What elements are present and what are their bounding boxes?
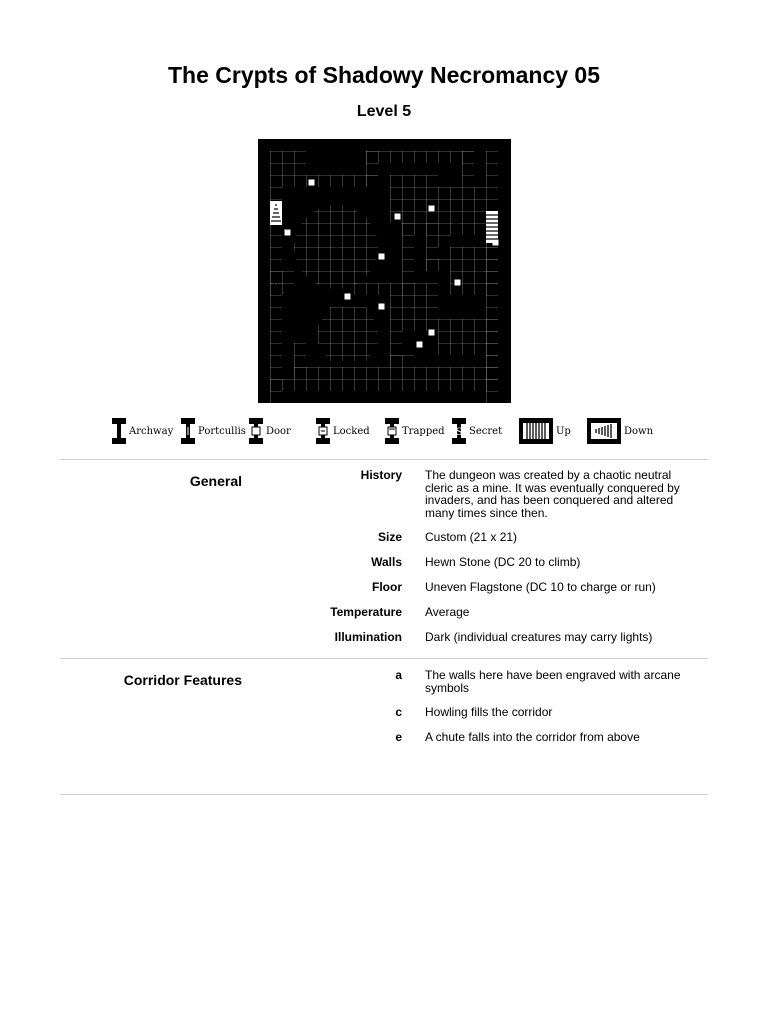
portcullis-icon [181, 418, 195, 444]
legend-label: Up [556, 425, 571, 437]
door-icon [249, 418, 263, 444]
row-value: Hewn Stone (DC 20 to climb) [425, 555, 581, 569]
row-key: Size [377, 530, 402, 544]
dungeon-map-svg [258, 139, 511, 403]
row-key: e [395, 730, 402, 744]
page-title: The Crypts of Shadowy Necromancy 05 [167, 62, 600, 88]
door-icon [284, 229, 291, 236]
door-icon [428, 205, 435, 212]
room-label-5: 5 [345, 329, 352, 340]
room-label-8: 8 [477, 266, 484, 277]
section-divider [60, 459, 708, 460]
room-label-7: 7 [285, 167, 292, 178]
legend-label: Down [624, 425, 654, 437]
legend-label: Archway [129, 425, 174, 437]
row-value: Howling fills the corridor [425, 705, 553, 719]
door-icon [378, 253, 385, 260]
stairs-down-icon [486, 211, 498, 243]
trapped-door-icon [385, 418, 399, 444]
row-value: The dungeon was created by a chaotic neutral cleric as a mine. It was eventually conquered by invaders, and has been conquered and altered many times since then. [425, 468, 680, 520]
corridor-features-heading: Corridor Features [123, 672, 242, 688]
legend-label: Door [266, 425, 291, 437]
section-divider [60, 658, 708, 659]
door-icon [454, 279, 461, 286]
stairs-up-icon [270, 201, 282, 225]
legend-trapped [385, 416, 445, 446]
dungeon-map [258, 139, 511, 403]
section-divider [60, 794, 708, 795]
row-value: Uneven Flagstone (DC 10 to charge or run) [425, 580, 656, 594]
door-icon [378, 303, 385, 310]
legend-door [249, 416, 291, 446]
room-label-3: 3 [332, 243, 339, 254]
room-label-1: 1 [405, 304, 412, 315]
row-value: Average [425, 605, 470, 619]
row-key: Walls [371, 555, 402, 569]
legend-up [519, 416, 571, 446]
room-1-floor [390, 283, 438, 331]
row-value: Dark (individual creatures may carry lights) [425, 630, 653, 644]
legend-archway [112, 416, 173, 446]
room-label-4: 4 [405, 191, 412, 202]
row-key: Floor [372, 580, 402, 594]
stairs-down-icon [587, 418, 621, 444]
row-value: The walls here have been engraved with arcane symbols [425, 668, 681, 695]
room-label-2: 2 [453, 341, 460, 352]
svg-text:S: S [455, 427, 463, 438]
legend-secret [452, 416, 502, 446]
door-icon [416, 341, 423, 348]
secret-door-icon [452, 418, 466, 444]
row-key: Illumination [334, 630, 402, 644]
door-icon [308, 179, 315, 186]
legend-label: Locked [333, 425, 370, 437]
room-2-floor [438, 319, 486, 355]
locked-door-icon [316, 418, 330, 444]
corridor-label-e: e [489, 380, 494, 389]
legend-locked [316, 416, 370, 446]
legend-label: Trapped [402, 425, 445, 437]
room-6-floor [438, 187, 486, 235]
corridor-label-c: c [393, 354, 398, 363]
legend-label: Portcullis [198, 425, 246, 437]
archway-icon [112, 418, 126, 444]
door-icon [394, 213, 401, 220]
level-subtitle: Level 5 [356, 103, 412, 120]
stairs-up-icon [519, 418, 553, 444]
row-key: a [395, 668, 402, 682]
map-legend [0, 416, 768, 446]
general-heading: General [189, 473, 242, 489]
row-key: History [360, 468, 402, 482]
door-icon [428, 329, 435, 336]
row-key: c [395, 705, 402, 719]
legend-down [587, 416, 653, 446]
door-icon [344, 293, 351, 300]
legend-label: Secret [469, 425, 503, 437]
corridor-label-a: a [273, 279, 279, 290]
row-value: A chute falls into the corridor from above [425, 730, 640, 744]
row-value: Custom (21 x 21) [425, 530, 518, 544]
room-8-floor [450, 247, 498, 295]
legend-portcullis [181, 416, 246, 446]
row-key: Temperature [330, 605, 402, 619]
room-label-6: 6 [453, 216, 460, 227]
